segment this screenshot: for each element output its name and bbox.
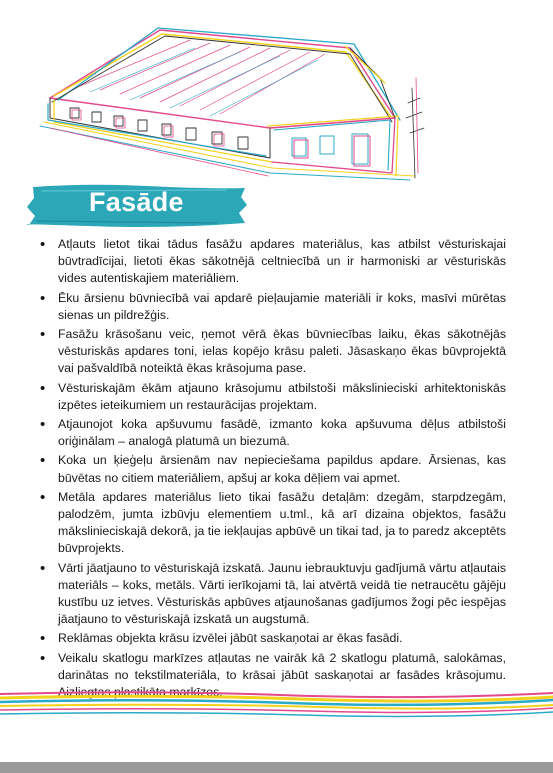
bullet-icon: • [40, 236, 46, 253]
bullet-icon: • [40, 379, 46, 397]
list-item: • Koka un ķieģeļu ārsienām nav nepieciešama papildus apdare. Ārsienas, kas būvētas no citiem materiāliem, apšuj ar koka dēļiem vai apmet. [40, 452, 506, 485]
regulations-list [40, 236, 506, 703]
bullet-icon: • [40, 416, 46, 434]
list-item: • Veikalu skatlogu markīzes atļautas ne vairāk kā 2 skatlogu platumā, salokāmas, darinātas no tekstilmateriāla, to krāsai jābūt saskaņotai ar fasādes krāsojumu. Aizliegtas plastikāta markīzes. [40, 649, 506, 700]
bullet-icon: • [40, 488, 46, 506]
decorative-stripes [0, 688, 553, 718]
bullet-icon: • [40, 289, 46, 307]
title-banner [27, 183, 249, 229]
bullet-icon: • [40, 559, 46, 577]
list-item: • Atļauts lietot tikai tādus fasāžu apdares materiālus, kas atbilst vēsturiskajai būvtradīcijai, lietoti ēkas sākotnējā celtniecībā un ir harmoniski ar vēsturiskās vides autentiskajiem materiāliem. [40, 236, 506, 286]
list-item: • Metāla apdares materiālus lieto tikai fasāžu detaļām: dzegām, starpdzegām, palodzēm, jumta izbūvju elementiem u.tml., kā arī dizaina objektos, fasāžu mākslinieciskajā dekorā, ja tie iekļaujas apbūvē un tikai tad, ja to paredz akceptēts būvprojekts. [40, 488, 506, 556]
building-sketch-icon [20, 8, 440, 188]
list-item: • Reklāmas objekta krāsu izvēlei jābūt saskaņotai ar ēkas fasādi. [40, 630, 403, 648]
list-item: • Fasāžu krāsošanu veic, ņemot vērā ēkas būvniecības laiku, ēkas sākotnējās vēsturiskās apdares toni, ielas kopējo krāsu paleti. Jāsaskaņo ēkas būvprojektā vai pašvaldībā noteiktā ēkas krāsojuma pase. [40, 326, 506, 376]
page-title: Fasāde [89, 187, 184, 217]
list-item: • Atjaunojot koka apšuvumu fasādē, izmanto koka apšuvuma dēļus atbilstoši oriģinālam – analogā platumā un biezumā. [40, 416, 506, 449]
list-item: • Ēku ārsienu būvniecībā vai apdarē pieļaujamie materiāli ir koks, masīvi mūrētas sienas un pildrežģis. [40, 289, 506, 322]
stripes-icon [0, 688, 553, 718]
list-item: • Vēsturiskajām ēkām atjauno krāsojumu atbilstoši mākslinieciski arhitektoniskās izpētes ieteikumiem un restaurācijas projektam. [40, 379, 506, 412]
building-sketch-illustration [20, 8, 440, 188]
bullet-icon: • [40, 326, 46, 344]
bullet-icon: • [40, 630, 46, 648]
list-item: • Vārti jāatjauno to vēsturiskajā izskatā. Jaunu iebrauktuvju gadījumā vārtu atļautais materiāls – koks, metāls. Vārti ierīkojami tā, lai atvērtā veidā tie netraucētu gājēju kustību uz ietves. Vēsturiskās apbūves atjaunošanas gadījumos žogi pēc iespējas jāatjauno to vēsturiskajā izskatā un augstumā. [40, 559, 506, 627]
bullet-icon: • [40, 452, 46, 470]
footer-bar [0, 762, 553, 773]
bullet-icon: • [40, 649, 46, 667]
